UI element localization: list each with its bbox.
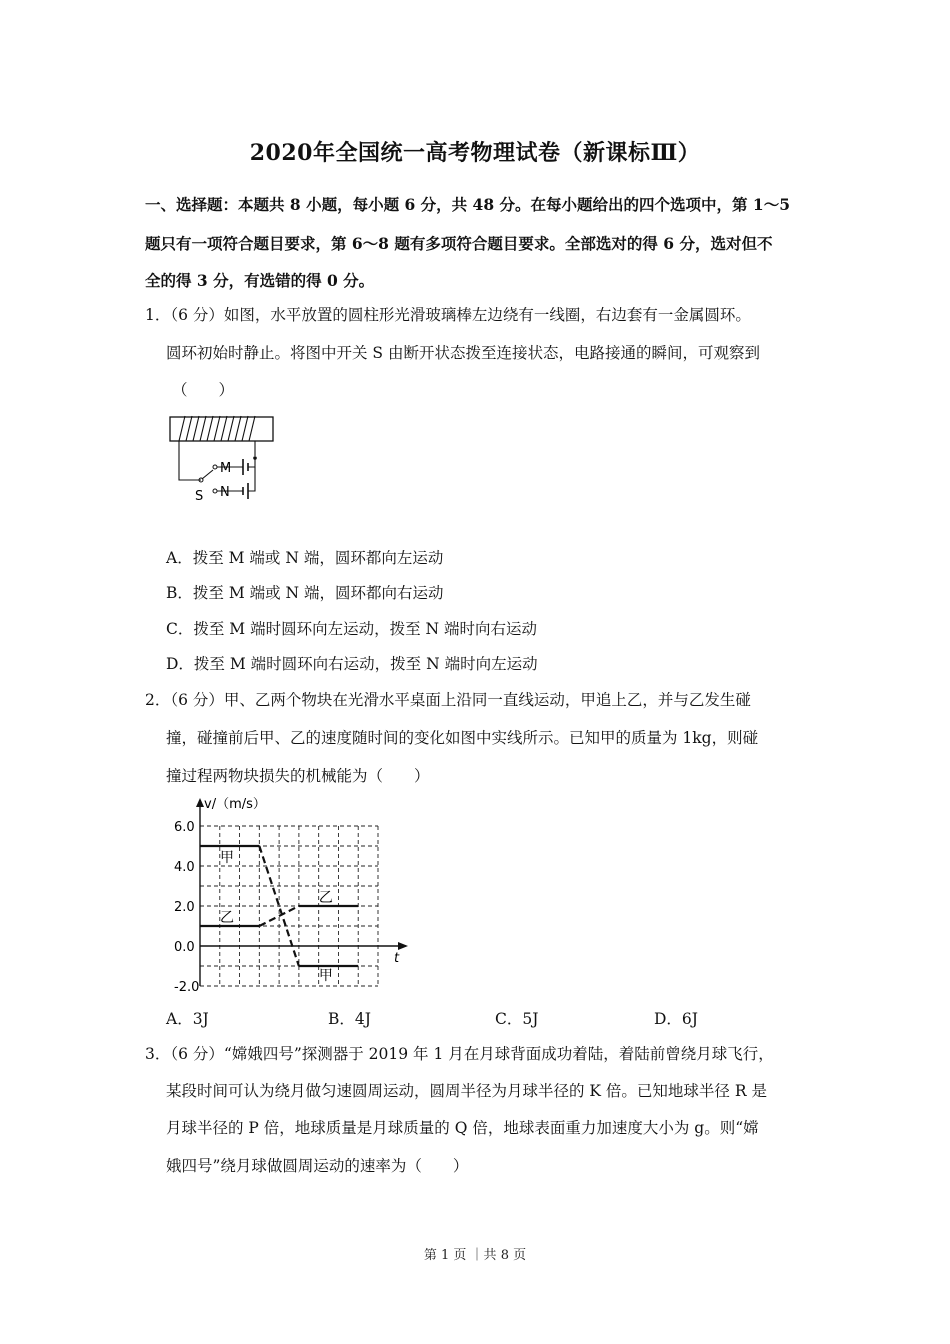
q1-stem-line-1: 1．（6 分）如图，水平放置的圆柱形光滑玻璃棒左边绕有一线圈，右边套有一金属圆环。 [145, 306, 751, 324]
y-tick-label: 6.0 [174, 820, 195, 835]
chart-series [200, 846, 358, 984]
q1-option-d: D．拨至 M 端时圆环向右运动，拨至 N 端时向左运动 [166, 655, 538, 673]
series-label: 乙 [220, 910, 234, 926]
q2-stem-line-1: 2．（6 分）甲、乙两个物块在光滑水平桌面上沿同一直线运动，甲追上乙，并与乙发生碰 [145, 691, 751, 709]
x-axis-arrow [398, 942, 408, 950]
q2-stem-line-2: 撞，碰撞前后甲、乙的速度随时间的变化如图中实线所示。已知甲的质量为 1kg，则碰 [166, 729, 759, 747]
page-footer: 第 1 页 ｜共 8 页 [423, 1248, 527, 1263]
series-label: 甲 [220, 850, 234, 866]
q1-option-a: A．拨至 M 端或 N 端，圆环都向左运动 [166, 549, 444, 567]
q3-stem-line-2: 某段时间可认为绕月做匀速圆周运动，圆周半径为月球半径的 K 倍。已知地球半径 R 是 [166, 1082, 767, 1100]
q1-option-b: B．拨至 M 端或 N 端，圆环都向右运动 [166, 584, 444, 602]
q1-option-c: C．拨至 M 端时圆环向左运动，拨至 N 端时向右运动 [166, 620, 538, 638]
q1-stem-line-2: 圆环初始时静止。将图中开关 S 由断开状态拨至连接状态，电路接通的瞬间，可观察到 [166, 344, 760, 362]
q1-circuit-figure [165, 408, 280, 508]
label-m: M [220, 461, 232, 476]
series-label: 乙 [318, 890, 333, 906]
q3-stem-line-4: 娥四号”绕月球做圆周运动的速率为（ ） [166, 1157, 469, 1175]
q2-stem-line-3: 撞过程两物块损失的机械能为（ ） [166, 767, 430, 785]
vt-chart [160, 792, 420, 997]
label-s: S [195, 489, 204, 504]
section-heading-line-2: 题只有一项符合题目要求，第 6～8 题有多项符合题目要求。全部选对的得 6 分，选对但不 [145, 234, 773, 253]
x-axis-label: t [394, 951, 400, 966]
q2-option-c: C．5J [495, 1010, 539, 1028]
label-n: N [220, 485, 230, 500]
q2-option-b: B．4J [328, 1010, 371, 1028]
y-tick-label: -2.0 [174, 980, 200, 995]
y-tick-label: 2.0 [174, 900, 195, 915]
y-axis-arrow [196, 798, 204, 807]
series-label: 甲 [318, 968, 333, 984]
page-title: 2020年全国统一高考物理试卷（新课标Ⅲ） [249, 140, 701, 166]
q3-stem-line-3: 月球半径的 P 倍，地球质量是月球质量的 Q 倍，地球表面重力加速度大小为 g。则“嫦 [166, 1119, 759, 1137]
coil [179, 416, 255, 441]
y-tick-label: 0.0 [174, 940, 195, 955]
section-heading-line-3: 全的得 3 分，有选错的得 0 分。 [145, 271, 375, 290]
y-tick-labels [174, 820, 199, 995]
q2-option-a: A．3J [166, 1010, 209, 1028]
y-axis-label: v/（m/s） [204, 797, 266, 812]
q1-stem-line-3: （ ） [172, 381, 235, 399]
q3-stem-line-1: 3．（6 分）“嫦娥四号”探测器于 2019 年 1 月在月球背面成功着陆，着陆前曾绕月球飞行， [145, 1045, 774, 1063]
q2-option-d: D．6J [654, 1010, 699, 1028]
section-heading-line-1: 一、选择题：本题共 8 小题，每小题 6 分，共 48 分。在每小题给出的四个选项中，第 1～5 [145, 195, 790, 214]
y-tick-label: 4.0 [174, 860, 195, 875]
